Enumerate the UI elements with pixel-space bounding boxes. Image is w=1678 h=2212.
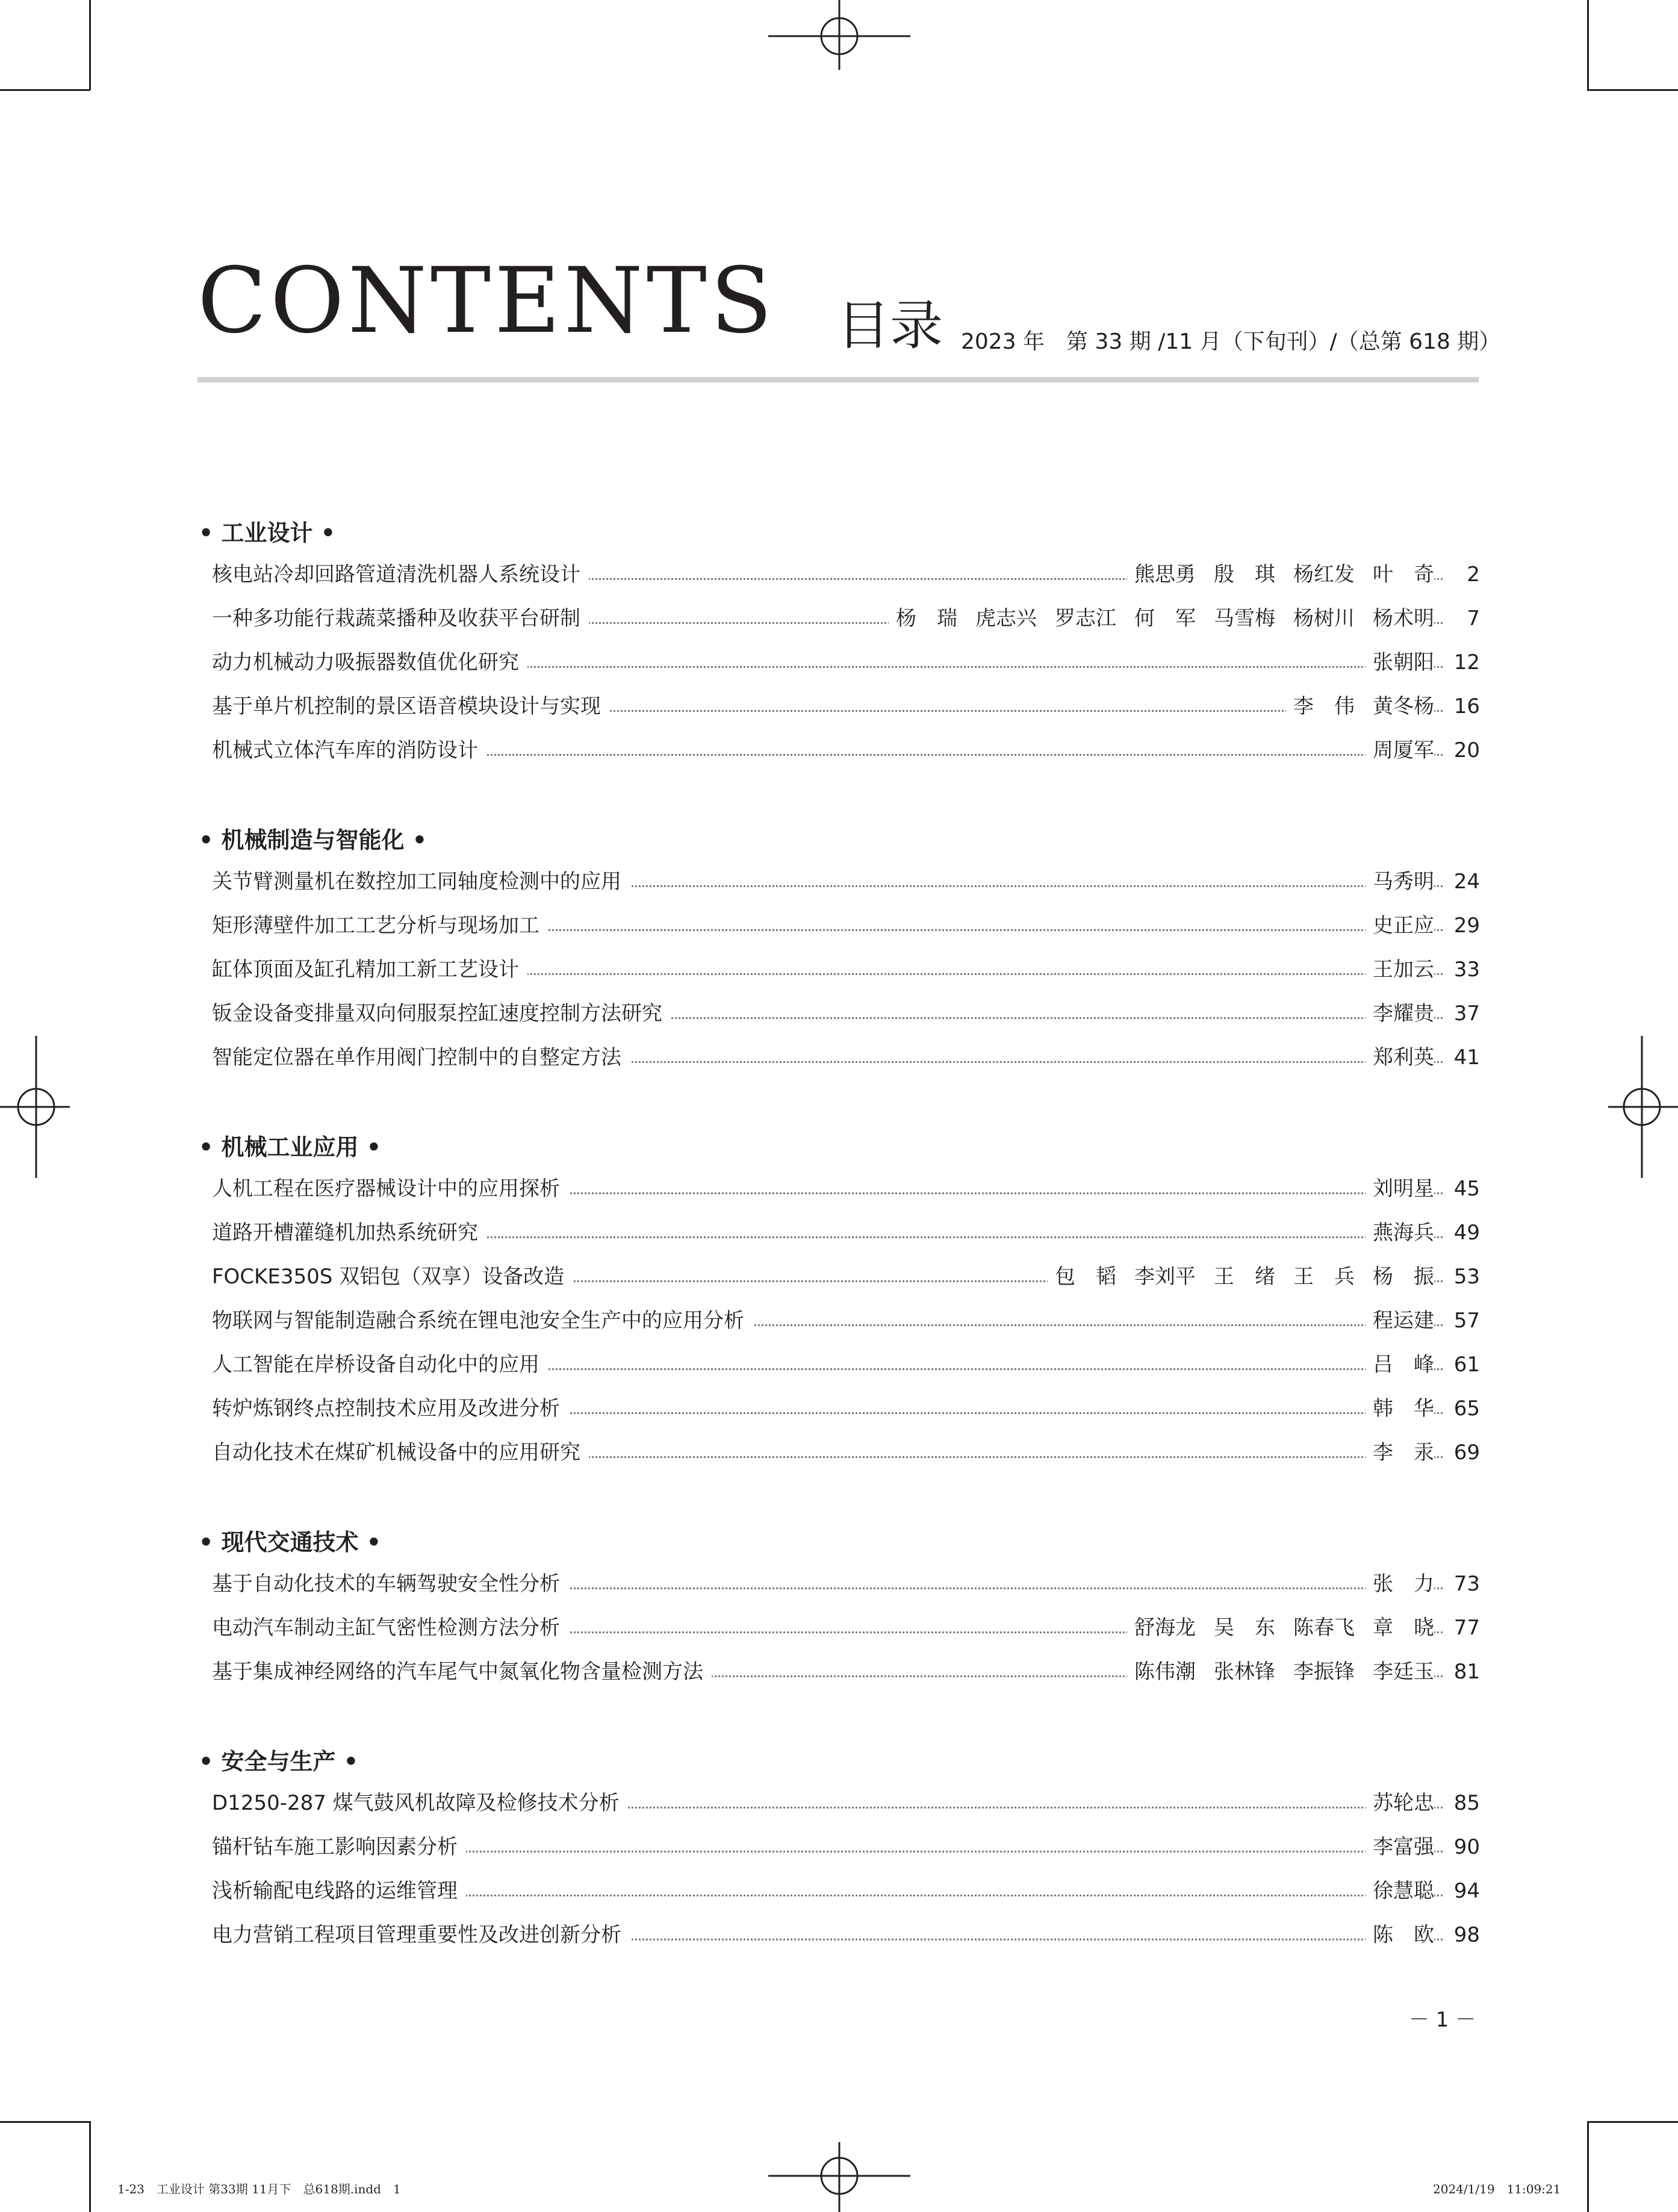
crop-mark <box>0 2121 90 2123</box>
entry-title: 人工智能在岸桥设备自动化中的应用 <box>212 1348 548 1382</box>
author-name: 虎志兴 <box>975 606 1037 631</box>
entry-page-number: 85 <box>1444 1786 1480 1820</box>
toc-entry[interactable] <box>212 865 1480 899</box>
entry-page-number: 53 <box>1444 1260 1480 1294</box>
author-name: 黄冬杨 <box>1373 694 1434 718</box>
author-name: 陈 欧 <box>1373 1923 1434 1947</box>
toc-entry[interactable] <box>212 1304 1480 1338</box>
print-slug-right: 2024/1/19 11:09:21 <box>1433 2182 1561 2196</box>
toc-entry[interactable] <box>212 558 1480 591</box>
registration-mark-top <box>768 0 910 72</box>
toc-entry[interactable] <box>212 1348 1480 1382</box>
author-name: 王 兵 <box>1293 1265 1355 1289</box>
toc-entry[interactable] <box>212 1830 1480 1864</box>
author-name: 李廷玉 <box>1373 1660 1434 1684</box>
entry-title: 缸体顶面及缸孔精加工新工艺设计 <box>212 953 527 986</box>
entry-authors <box>1127 558 1434 591</box>
crop-mark <box>1587 89 1678 91</box>
toc-entry[interactable] <box>212 1874 1480 1908</box>
entry-title: 一种多功能行栽蔬菜播种及收获平台研制 <box>212 602 589 635</box>
section-heading: • 工业设计 • <box>199 520 336 546</box>
entry-title: 锚杆钻车施工影响因素分析 <box>212 1830 466 1864</box>
author-name: 周厦军 <box>1373 738 1434 762</box>
author-name: 马秀明 <box>1373 870 1434 894</box>
entry-title: 电力营销工程项目管理重要性及改进创新分析 <box>212 1918 630 1952</box>
page-number: － 1 － <box>1409 2008 1476 2032</box>
author-name: 张 力 <box>1373 1572 1434 1596</box>
entry-page-number: 65 <box>1444 1392 1480 1425</box>
registration-mark-bottom <box>768 2140 910 2212</box>
author-name: 李富强 <box>1373 1835 1434 1859</box>
entry-authors <box>1366 1436 1434 1469</box>
author-name: 何 军 <box>1134 606 1196 631</box>
entry-authors <box>1366 734 1434 767</box>
entry-title: FOCKE350S 双铝包（双享）设备改造 <box>212 1260 573 1294</box>
author-name: 李 伟 <box>1293 694 1355 718</box>
entry-page-number: 90 <box>1444 1830 1480 1864</box>
header-rule <box>197 377 1479 382</box>
crop-mark <box>89 2121 91 2212</box>
entry-page-number: 12 <box>1444 646 1480 679</box>
toc-entry[interactable] <box>212 1655 1480 1689</box>
entry-title: 转炉炼钢终点控制技术应用及改进分析 <box>212 1392 568 1425</box>
entry-authors <box>1366 1348 1434 1382</box>
author-name: 张朝阳 <box>1373 650 1434 675</box>
toc-entry[interactable] <box>212 1918 1480 1952</box>
entry-title: 电动汽车制动主缸气密性检测方法分析 <box>212 1611 568 1645</box>
toc-entry[interactable] <box>212 1392 1480 1425</box>
author-name: 张林锋 <box>1214 1660 1275 1684</box>
entry-page-number: 45 <box>1444 1172 1480 1206</box>
entry-title: 钣金设备变排量双向伺服泵控缸速度控制方法研究 <box>212 997 671 1030</box>
entry-title: 浅析输配电线路的运维管理 <box>212 1874 466 1908</box>
author-name: 杨红发 <box>1293 562 1355 587</box>
author-name: 包 韬 <box>1055 1265 1116 1289</box>
author-name: 李 汞 <box>1373 1441 1434 1465</box>
entry-title: 道路开槽灌缝机加热系统研究 <box>212 1216 486 1250</box>
entry-page-number: 94 <box>1444 1874 1480 1908</box>
entry-page-number: 73 <box>1444 1567 1480 1601</box>
author-name: 王加云 <box>1373 958 1434 982</box>
entry-title: 关节臂测量机在数控加工同轴度检测中的应用 <box>212 865 630 899</box>
entry-authors <box>1127 1655 1434 1689</box>
section-heading: • 机械制造与智能化 • <box>199 827 427 853</box>
entry-authors <box>1127 1611 1434 1645</box>
author-name: 杨 振 <box>1373 1265 1434 1289</box>
toc-entry[interactable] <box>212 1216 1480 1250</box>
entry-title: 智能定位器在单作用阀门控制中的自整定方法 <box>212 1041 630 1074</box>
entry-authors <box>1366 646 1434 679</box>
author-name: 苏轮忠 <box>1373 1791 1434 1815</box>
entry-title: 动力机械动力吸振器数值优化研究 <box>212 646 527 679</box>
entry-page-number: 33 <box>1444 953 1480 986</box>
entry-page-number: 61 <box>1444 1348 1480 1382</box>
author-name: 杨 瑞 <box>896 606 957 631</box>
entry-authors <box>1366 1918 1434 1952</box>
entry-title: 自动化技术在煤矿机械设备中的应用研究 <box>212 1436 589 1469</box>
entry-page-number: 37 <box>1444 997 1480 1030</box>
entry-authors <box>1366 1216 1434 1250</box>
author-name: 章 晓 <box>1373 1616 1434 1640</box>
entry-page-number: 77 <box>1444 1611 1480 1645</box>
toc-entry[interactable] <box>212 1041 1480 1074</box>
crop-mark <box>1587 2121 1589 2212</box>
crop-mark <box>89 0 91 90</box>
entry-title: 物联网与智能制造融合系统在锂电池安全生产中的应用分析 <box>212 1304 753 1338</box>
contents-title: CONTENTS <box>197 249 776 354</box>
author-name: 燕海兵 <box>1373 1221 1434 1245</box>
author-name: 程运建 <box>1373 1309 1434 1333</box>
entry-title: 矩形薄壁件加工工艺分析与现场加工 <box>212 909 548 942</box>
entry-authors <box>1366 1874 1434 1908</box>
print-slug-left: 1-23 工业设计 第33期 11月下 总618期.indd 1 <box>117 2182 401 2196</box>
author-name: 熊思勇 <box>1134 562 1196 587</box>
entry-title: 人机工程在医疗器械设计中的应用探析 <box>212 1172 568 1206</box>
entry-page-number: 41 <box>1444 1041 1480 1074</box>
author-name: 罗志江 <box>1055 606 1116 631</box>
author-name: 王 绪 <box>1214 1265 1275 1289</box>
entry-title: 机械式立体汽车库的消防设计 <box>212 734 486 767</box>
entry-authors <box>1366 1830 1434 1864</box>
entry-authors <box>1286 690 1434 723</box>
entry-page-number: 2 <box>1444 558 1480 591</box>
toc-entry[interactable] <box>212 734 1480 767</box>
page-header <box>197 241 1501 361</box>
section-heading: • 现代交通技术 • <box>199 1529 382 1556</box>
entry-authors <box>1366 865 1434 899</box>
entry-authors <box>1366 909 1434 942</box>
entry-page-number: 81 <box>1444 1655 1480 1689</box>
entry-title: 基于自动化技术的车辆驾驶安全性分析 <box>212 1567 568 1601</box>
author-name: 郑利英 <box>1373 1045 1434 1070</box>
entry-authors <box>1366 997 1434 1030</box>
entry-title: 基于单片机控制的景区语音模块设计与实现 <box>212 690 609 723</box>
entry-authors <box>1366 1172 1434 1206</box>
author-name: 殷 琪 <box>1214 562 1275 587</box>
toc-entry[interactable] <box>212 690 1480 723</box>
entry-page-number: 49 <box>1444 1216 1480 1250</box>
entry-authors <box>889 602 1434 635</box>
author-name: 李振锋 <box>1293 1660 1355 1684</box>
crop-mark <box>0 89 90 91</box>
author-name: 叶 奇 <box>1373 562 1434 587</box>
entry-authors <box>1366 1567 1434 1601</box>
toc-entry[interactable] <box>212 1172 1480 1206</box>
entry-title: 基于集成神经网络的汽车尾气中氮氧化物含量检测方法 <box>212 1655 712 1689</box>
author-name: 史正应 <box>1373 914 1434 938</box>
entry-authors <box>1366 1041 1434 1074</box>
entry-page-number: 98 <box>1444 1918 1480 1952</box>
toc-entry[interactable] <box>212 997 1480 1030</box>
author-name: 刘明星 <box>1373 1177 1434 1201</box>
author-name: 舒海龙 <box>1134 1616 1196 1640</box>
author-name: 陈春飞 <box>1293 1616 1355 1640</box>
entry-page-number: 57 <box>1444 1304 1480 1338</box>
registration-mark-left <box>0 1036 72 1178</box>
toc-entry[interactable] <box>212 1436 1480 1469</box>
author-name: 韩 华 <box>1373 1397 1434 1421</box>
entry-page-number: 20 <box>1444 734 1480 767</box>
toc-entry[interactable] <box>212 953 1480 986</box>
entry-title: 核电站冷却回路管道清洗机器人系统设计 <box>212 558 589 591</box>
author-name: 徐慧聪 <box>1373 1879 1434 1903</box>
entry-authors <box>1366 1304 1434 1338</box>
author-name: 杨术明 <box>1373 606 1434 631</box>
toc-entry[interactable] <box>212 1567 1480 1601</box>
toc-entry[interactable] <box>212 1611 1480 1645</box>
entry-page-number: 16 <box>1444 690 1480 723</box>
entry-authors <box>1366 1392 1434 1425</box>
entry-page-number: 29 <box>1444 909 1480 942</box>
section-heading: • 安全与生产 • <box>199 1748 359 1775</box>
author-name: 李耀贵 <box>1373 1002 1434 1026</box>
registration-mark-right <box>1606 1036 1678 1178</box>
entry-authors <box>1366 1786 1434 1820</box>
entry-authors <box>1048 1260 1434 1294</box>
crop-mark <box>1587 0 1589 90</box>
entry-title: D1250-287 煤气鼓风机故障及检修技术分析 <box>212 1786 628 1820</box>
toc-entry[interactable] <box>212 1260 1480 1294</box>
author-name: 李刘平 <box>1134 1265 1196 1289</box>
toc-entry[interactable] <box>212 909 1480 942</box>
mulu-title: 目录 <box>837 294 943 357</box>
section-heading: • 机械工业应用 • <box>199 1134 382 1161</box>
author-name: 马雪梅 <box>1214 606 1275 631</box>
entry-page-number: 69 <box>1444 1436 1480 1469</box>
issue-info: 2023 年 第 33 期 /11 月（下旬刊）/（总第 618 期） <box>961 329 1501 354</box>
entry-authors <box>1366 953 1434 986</box>
entry-page-number: 24 <box>1444 865 1480 899</box>
toc-entry[interactable] <box>212 1786 1480 1820</box>
author-name: 杨树川 <box>1293 606 1355 631</box>
author-name: 吴 东 <box>1214 1616 1275 1640</box>
crop-mark <box>1587 2121 1678 2123</box>
author-name: 陈伟潮 <box>1134 1660 1196 1684</box>
toc-entry[interactable] <box>212 602 1480 635</box>
toc-entry[interactable] <box>212 646 1480 679</box>
author-name: 吕 峰 <box>1373 1353 1434 1377</box>
entry-page-number: 7 <box>1444 602 1480 635</box>
